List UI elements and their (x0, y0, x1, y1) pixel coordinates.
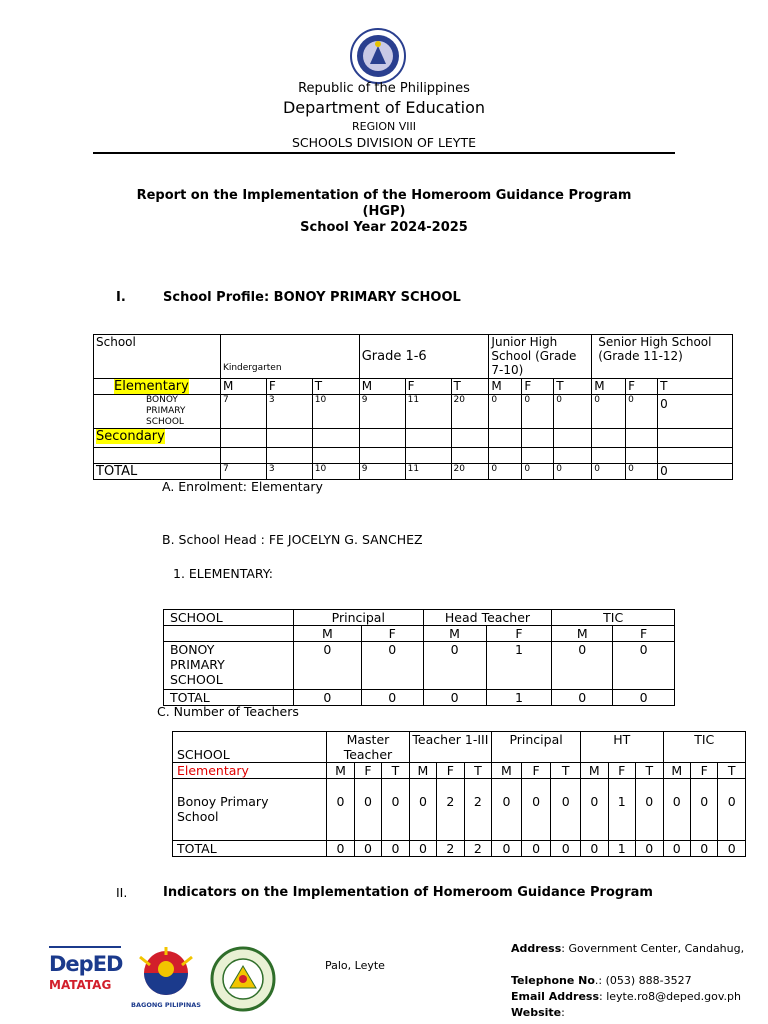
head-teacher-header: Head Teacher (423, 610, 552, 626)
enrolment-heading: A. Enrolment: Elementary (162, 479, 323, 494)
header-rule (93, 152, 675, 154)
data-cell: 0 (423, 642, 486, 690)
total-cell: 10 (312, 464, 359, 480)
col-m: M (592, 379, 626, 395)
data-cell: 3 (266, 395, 312, 429)
table-row (94, 379, 733, 395)
col-m: M (492, 763, 522, 779)
teachers-heading: C. Number of Teachers (157, 704, 299, 719)
col-m: M (552, 626, 613, 642)
division-text: SCHOOLS DIVISION OF LEYTE (292, 135, 476, 150)
col-m: M (293, 626, 361, 642)
data-cell: 0 (636, 779, 663, 841)
data-cell: 0 (382, 779, 409, 841)
deped-logo (49, 946, 121, 1004)
total-cell: 0 (293, 690, 361, 706)
tic-header: TIC (663, 732, 746, 763)
data-cell: 0 (293, 642, 361, 690)
school-profile-table (93, 334, 733, 480)
col-t: T (464, 763, 491, 779)
col-m: M (327, 763, 354, 779)
col-m: M (409, 763, 436, 779)
data-cell: 0 (521, 779, 551, 841)
col-f: F (626, 379, 658, 395)
total-cell: 0 (718, 841, 746, 857)
data-cell: 0 (663, 779, 690, 841)
table-row (173, 841, 746, 857)
deped-logo-bar (49, 946, 121, 948)
data-cell: 0 (581, 779, 608, 841)
elementary-label: Elementary (94, 379, 221, 395)
data-cell: 0 (489, 395, 522, 429)
col-f: F (437, 763, 464, 779)
table-row (94, 395, 733, 429)
data-cell: 11 (405, 395, 451, 429)
school-header: SCHOOL (164, 610, 294, 626)
data-cell: 1 (486, 642, 552, 690)
col-f: F (486, 626, 552, 642)
total-cell: 20 (451, 464, 489, 480)
total-cell: 0 (613, 690, 675, 706)
total-cell: 0 (636, 841, 663, 857)
deped-wordmark: DepED (49, 952, 123, 976)
table-row (164, 610, 675, 626)
col-f: F (608, 763, 635, 779)
region-text: REGION VIII (351, 120, 416, 133)
col-t: T (551, 763, 581, 779)
section-2-label: Indicators on the Implementation of Homeroom Guidance Program (163, 885, 653, 900)
bagong-pilipinas-logo (130, 947, 202, 1009)
total-cell: 2 (464, 841, 491, 857)
col-t: T (451, 379, 489, 395)
col-t: T (718, 763, 746, 779)
republic-text: Republic of the Philippines (298, 81, 470, 96)
section-2-number: II. (116, 885, 128, 900)
total-cell: 0 (423, 690, 486, 706)
school-name-cell: BONOY PRIMARY SCHOOL (164, 642, 294, 690)
data-cell: 7 (220, 395, 266, 429)
total-cell: 11 (405, 464, 451, 480)
data-cell: 20 (451, 395, 489, 429)
col-m: M (359, 379, 405, 395)
total-label: TOTAL (173, 841, 327, 857)
col-f: F (354, 763, 381, 779)
address-line: Address: Government Center, Candahug, (511, 942, 745, 955)
title-line-3: School Year 2024-2025 (300, 220, 468, 235)
total-cell: 0 (361, 690, 423, 706)
total-cell: 1 (608, 841, 635, 857)
email-line: Email Address: leyte.ro8@deped.gov.ph (511, 990, 741, 1003)
school-header: SCHOOL (173, 732, 327, 763)
total-cell: 0 (626, 464, 658, 480)
grade16-header: Grade 1-6 (359, 335, 489, 379)
total-cell: 0 (581, 841, 608, 857)
telephone-line: Telephone No.: (053) 888-3527 (511, 974, 692, 987)
website-line: Website: (511, 1006, 565, 1019)
total-cell: 0 (551, 841, 581, 857)
col-f: F (613, 626, 675, 642)
col-t: T (636, 763, 663, 779)
section-1-label: School Profile: BONOY PRIMARY SCHOOL (163, 290, 461, 305)
total-cell: 0 (489, 464, 522, 480)
data-cell: 2 (464, 779, 491, 841)
table-row (173, 732, 746, 763)
school-name-cell: Bonoy Primary School (173, 779, 327, 841)
total-cell: 7 (220, 464, 266, 480)
elementary-label: Elementary (173, 763, 327, 779)
total-cell: 9 (359, 464, 405, 480)
total-cell: 0 (554, 464, 592, 480)
total-cell: 0 (663, 841, 690, 857)
col-m: M (581, 763, 608, 779)
table-row (173, 779, 746, 841)
title-line-2: (HGP) (362, 204, 406, 219)
total-cell: 0 (658, 464, 733, 480)
section-1-number: I. (116, 290, 126, 305)
data-cell: 9 (359, 395, 405, 429)
data-cell: 0 (522, 395, 554, 429)
table-row (173, 763, 746, 779)
data-cell: 0 (626, 395, 658, 429)
col-f: F (690, 763, 717, 779)
total-cell: 0 (522, 464, 554, 480)
total-cell: 0 (521, 841, 551, 857)
total-cell: 0 (382, 841, 409, 857)
elementary-heading: 1. ELEMENTARY: (173, 566, 273, 581)
col-t: T (312, 379, 359, 395)
table-row (94, 448, 733, 464)
teachers-table (172, 731, 746, 857)
report-title (0, 188, 768, 236)
col-m: M (220, 379, 266, 395)
col-m: M (663, 763, 690, 779)
total-cell: 0 (690, 841, 717, 857)
school-head-table (163, 609, 675, 706)
total-label: TOTAL (94, 464, 221, 480)
table-row (164, 642, 675, 690)
table-row (94, 464, 733, 480)
school-name-cell: BONOY PRIMARY SCHOOL (94, 395, 221, 429)
data-cell: 0 (690, 779, 717, 841)
palo-leyte-text: Palo, Leyte (325, 959, 385, 972)
table-row (164, 626, 675, 642)
data-cell: 0 (613, 642, 675, 690)
col-t: T (382, 763, 409, 779)
table-row (94, 335, 733, 379)
total-cell: 0 (592, 464, 626, 480)
total-cell: 0 (552, 690, 613, 706)
col-f: F (521, 763, 551, 779)
data-cell: 0 (658, 395, 733, 429)
data-cell: 0 (361, 642, 423, 690)
data-cell: 0 (552, 642, 613, 690)
col-t: T (554, 379, 592, 395)
data-cell: 0 (551, 779, 581, 841)
bagong-pilipinas-text: BAGONG PILIPINAS (131, 1001, 201, 1009)
total-cell: 0 (327, 841, 354, 857)
col-f: F (266, 379, 312, 395)
secondary-label: Secondary (94, 429, 221, 448)
principal-header: Principal (293, 610, 423, 626)
col-f: F (522, 379, 554, 395)
principal-header: Principal (492, 732, 581, 763)
shs-header: Senior High School (Grade 11-12) (592, 335, 733, 379)
col-f: F (405, 379, 451, 395)
bagong-pilipinas-emblem-icon (130, 947, 202, 997)
ht-header: HT (581, 732, 663, 763)
data-cell: 0 (718, 779, 746, 841)
total-cell: 1 (486, 690, 552, 706)
data-cell: 0 (492, 779, 522, 841)
data-cell: 0 (554, 395, 592, 429)
col-f: F (361, 626, 423, 642)
data-cell: 0 (592, 395, 626, 429)
school-head-line: B. School Head : FE JOCELYN G. SANCHEZ (162, 532, 423, 547)
data-cell: 0 (327, 779, 354, 841)
schools-division-seal-icon (210, 946, 276, 1012)
title-line-1: Report on the Implementation of the Homeroom Guidance Program (136, 188, 632, 203)
total-cell: 2 (437, 841, 464, 857)
data-cell: 0 (409, 779, 436, 841)
total-cell: 0 (492, 841, 522, 857)
jhs-header: Junior High School (Grade 7-10) (489, 335, 592, 379)
matatag-wordmark: MATATAG (49, 978, 112, 992)
teacher13-header: Teacher 1-III (409, 732, 491, 763)
col-m: M (489, 379, 522, 395)
total-label: TOTAL (164, 690, 294, 706)
data-cell: 1 (608, 779, 635, 841)
school-header: School (94, 335, 221, 379)
data-cell: 0 (354, 779, 381, 841)
department-text: Department of Education (282, 98, 486, 117)
data-cell: 10 (312, 395, 359, 429)
master-teacher-header: Master Teacher (327, 732, 409, 763)
tic-header: TIC (552, 610, 675, 626)
col-t: T (658, 379, 733, 395)
deped-seal-icon (350, 28, 406, 84)
col-m: M (423, 626, 486, 642)
data-cell: 2 (437, 779, 464, 841)
total-cell: 0 (354, 841, 381, 857)
table-row (94, 429, 733, 448)
total-cell: 3 (266, 464, 312, 480)
total-cell: 0 (409, 841, 436, 857)
kinder-header: Kindergarten (220, 335, 359, 379)
